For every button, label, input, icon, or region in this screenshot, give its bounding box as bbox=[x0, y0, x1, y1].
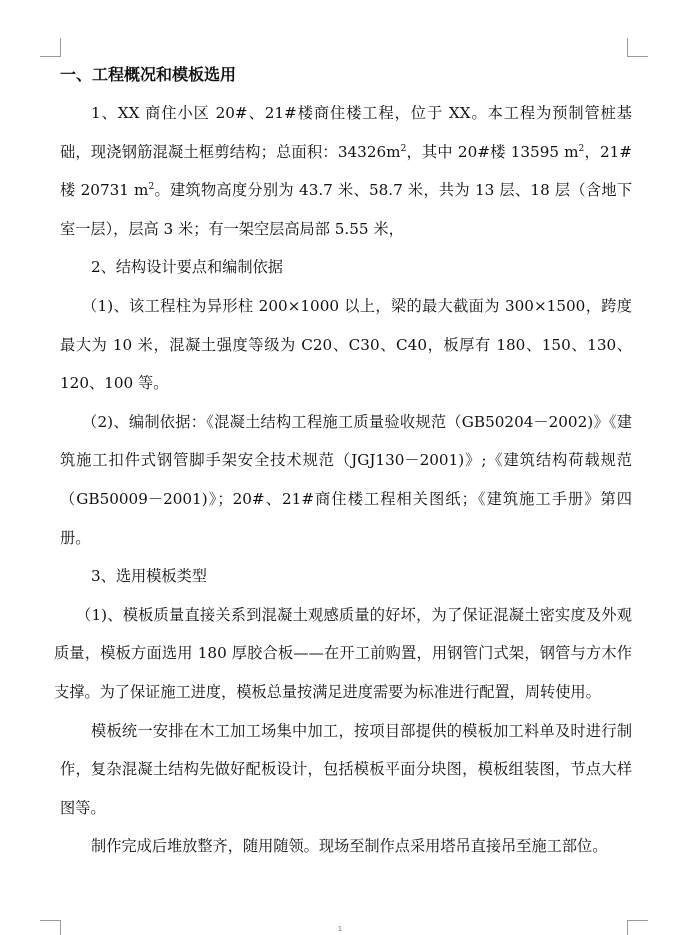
crop-mark-top-right bbox=[627, 38, 648, 57]
superscript-3: 2 bbox=[148, 182, 155, 193]
crop-mark-bottom-right bbox=[627, 920, 648, 935]
superscript-1: 2 bbox=[400, 143, 407, 154]
crop-mark-bottom-left bbox=[40, 920, 61, 935]
crop-mark-top-left bbox=[40, 38, 61, 57]
overview-text-b: ，其中 20#楼 13595 m bbox=[406, 142, 579, 161]
paragraph-formwork-quality: （1)、模板质量直接关系到混凝土观感质量的好坏，为了保证混凝土密实度及外观质量，模板方面选用 180 厚胶合板——在开工前购置，用钢管门式架，钢管与方木作支撑。为了保证施工进度，模板总量按满足进度需要为标准进行配置，周转使用。 bbox=[54, 605, 632, 701]
overview-text-c: ，21#楼 20731 m bbox=[60, 142, 633, 200]
section-heading: 一、工程概况和模板选用 bbox=[60, 65, 237, 84]
overview-text-a: 1、XX 商住小区 20#、21#楼商住楼工程，位于 XX。本工程为预制管桩基础，现浇钢筋混凝土框剪结构；总面积：34326m bbox=[60, 104, 632, 161]
paragraph-project-overview bbox=[60, 94, 632, 248]
overview-text-d: 。建筑物高度分别为 43.7 米、58.7 米，共为 13 层、18 层（含地下室一层），层高 3 米；有一架空层高局部 5.55 米， bbox=[60, 181, 633, 238]
paragraph-stacking: 制作完成后堆放整齐，随用随领。现场至制作点采用塔吊直接吊至施工部位。 bbox=[91, 837, 608, 856]
paragraph-structure-details: （1)、该工程柱为异形柱 200×1000 以上，梁的最大截面为 300×1500，跨度最大为 10 米，混凝土强度等级为 C20、C30、C40，板厚有 180、150、130、120、100 等。 bbox=[60, 296, 632, 393]
paragraph-structure-heading: 2、结构设计要点和编制依据 bbox=[91, 258, 283, 277]
page-number: 1 bbox=[338, 926, 342, 933]
document-body bbox=[54, 64, 633, 866]
paragraph-basis: （2)、编制依据：《混凝土结构工程施工质量验收规范（GB50204－2002)》《建筑施工扣件式钢管脚手架安全技术规范（JGJ130－2001)》;《建筑结构荷载规范（GB50009－2001)》；20#、21#商住楼工程相关图纸；《建筑施工手册》第四册。 bbox=[60, 412, 632, 547]
paragraph-processing: 模板统一安排在木工加工场集中加工，按项目部提供的模板加工料单及时进行制作，复杂混凝土结构先做好配板设计，包括模板平面分块图，模板组装图，节点大样图等。 bbox=[60, 721, 632, 817]
superscript-2: 2 bbox=[578, 143, 585, 154]
paragraph-formwork-heading: 3、选用模板类型 bbox=[91, 567, 207, 586]
